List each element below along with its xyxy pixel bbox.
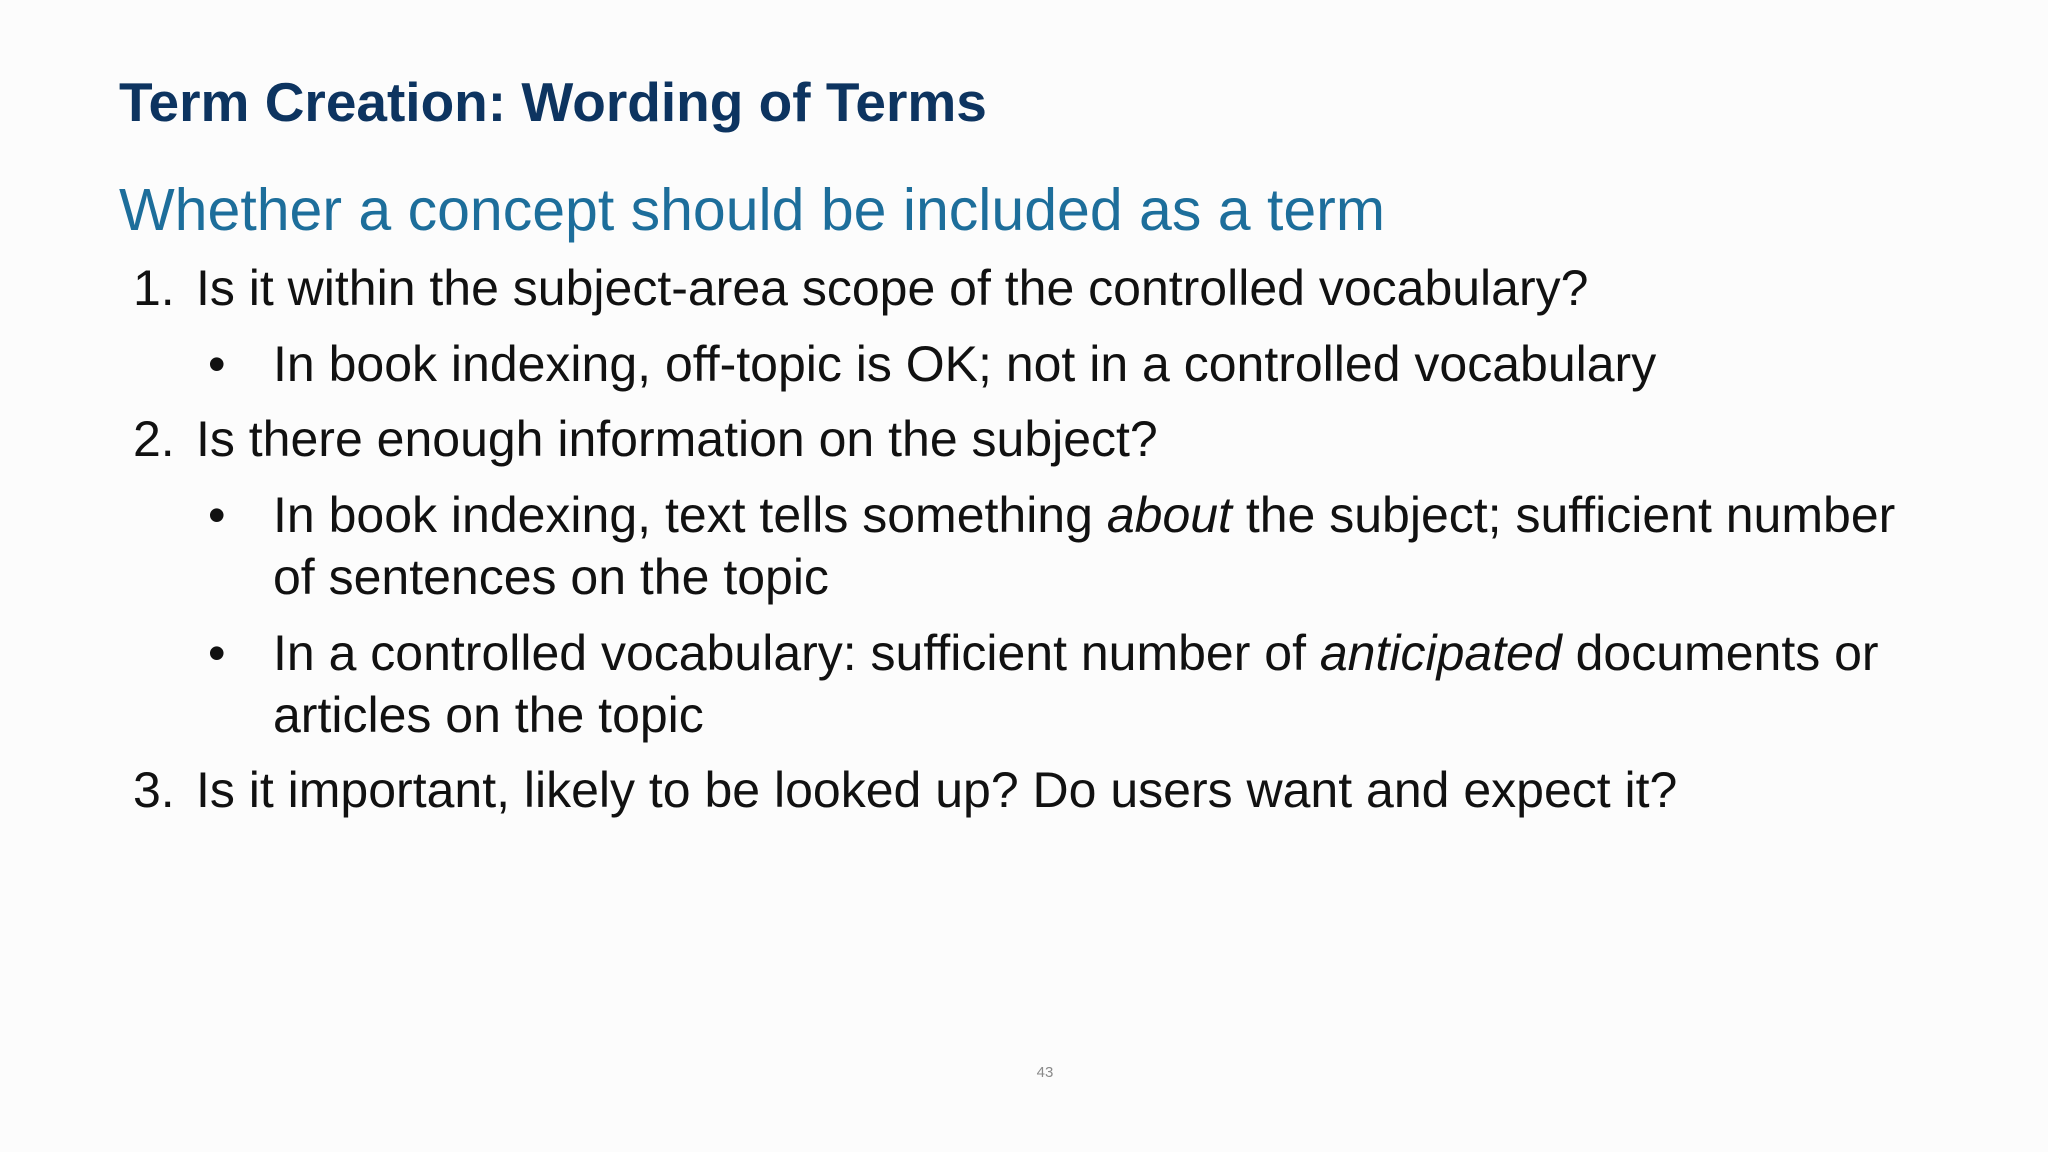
bullet-icon: • <box>208 625 226 681</box>
slide-title: Term Creation: Wording of Terms <box>119 71 987 133</box>
item-number: 3. <box>133 762 175 818</box>
bullet-text-end: the subject; sufficient number of sentences on the topic <box>273 487 1896 605</box>
bullet-item <box>0 484 1923 608</box>
item-text: Is there enough information on the subject? <box>196 411 1158 467</box>
bullet-text-start: In book indexing, text tells something <box>273 487 1107 543</box>
bullet-text: In book indexing, off-topic is OK; not in a controlled vocabulary <box>273 336 1657 392</box>
bullet-icon: • <box>208 487 226 543</box>
numbered-item-3 <box>0 760 2048 820</box>
item-text: Is it within the subject-area scope of the controlled vocabulary? <box>196 260 1589 316</box>
slide-content <box>0 258 2048 835</box>
item-number: 1. <box>133 260 175 316</box>
slide-subtitle: Whether a concept should be included as a term <box>119 177 1385 243</box>
page-number: 43 <box>1036 1064 1054 1081</box>
bullet-item <box>0 622 1923 746</box>
numbered-item-1 <box>0 258 2048 318</box>
item-text: Is it important, likely to be looked up? Do users want and expect it? <box>196 762 1678 818</box>
bullet-icon: • <box>208 336 226 392</box>
bullet-text-start: In a controlled vocabulary: sufficient number of <box>273 625 1320 681</box>
bullet-text-end: documents or articles on the topic <box>273 625 1879 743</box>
numbered-item-2 <box>0 409 2048 469</box>
bullet-item <box>0 333 1923 395</box>
bullet-text-emphasis: about <box>1106 487 1232 543</box>
item-number: 2. <box>133 411 175 467</box>
bullet-text-emphasis: anticipated <box>1319 625 1562 681</box>
